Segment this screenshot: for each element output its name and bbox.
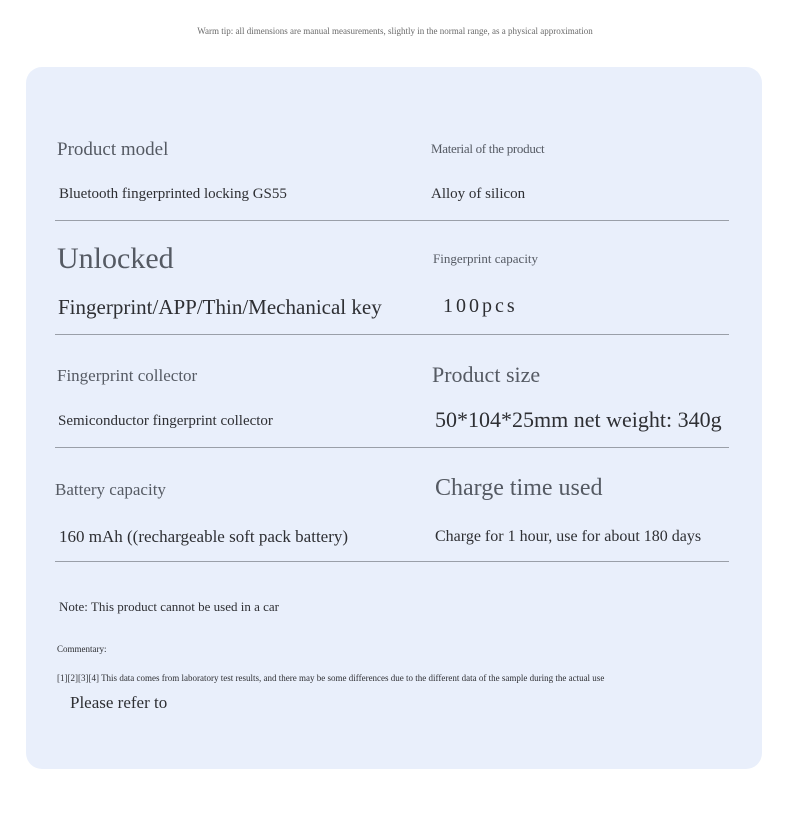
product-size-label: Product size (432, 362, 541, 387)
commentary-label: Commentary: (57, 644, 107, 654)
fingerprint-capacity-value: 100pcs (443, 295, 518, 317)
refer-text: Please refer to (70, 693, 168, 712)
material-label: Material of the product (431, 141, 545, 156)
charge-time-label: Charge time used (435, 475, 603, 501)
unlocked-value: Fingerprint/APP/Thin/Mechanical key (58, 295, 382, 319)
fingerprint-collector-label: Fingerprint collector (57, 366, 198, 385)
product-model-label: Product model (57, 139, 169, 160)
spec-card (26, 67, 762, 769)
product-model-value: Bluetooth fingerprinted locking GS55 (59, 186, 287, 202)
warm-tip: Warm tip: all dimensions are manual measurements, slightly in the normal range, as a physical approximation (197, 26, 593, 36)
battery-capacity-label: Battery capacity (55, 480, 166, 499)
car-use-note: Note: This product cannot be used in a car (59, 599, 279, 614)
battery-capacity-value: 160 mAh ((rechargeable soft pack battery) (59, 527, 349, 546)
unlocked-label: Unlocked (57, 242, 174, 275)
product-size-value: 50*104*25mm net weight: 340g (435, 407, 722, 432)
charge-time-value: Charge for 1 hour, use for about 180 days (435, 528, 702, 545)
material-value: Alloy of silicon (431, 186, 526, 202)
fingerprint-collector-value: Semiconductor fingerprint collector (58, 413, 273, 429)
fingerprint-capacity-label: Fingerprint capacity (433, 251, 539, 266)
commentary-text: [1][2][3][4] This data comes from laboratory test results, and there may be some differences due to the different data of the sample during the actual use (57, 673, 605, 683)
